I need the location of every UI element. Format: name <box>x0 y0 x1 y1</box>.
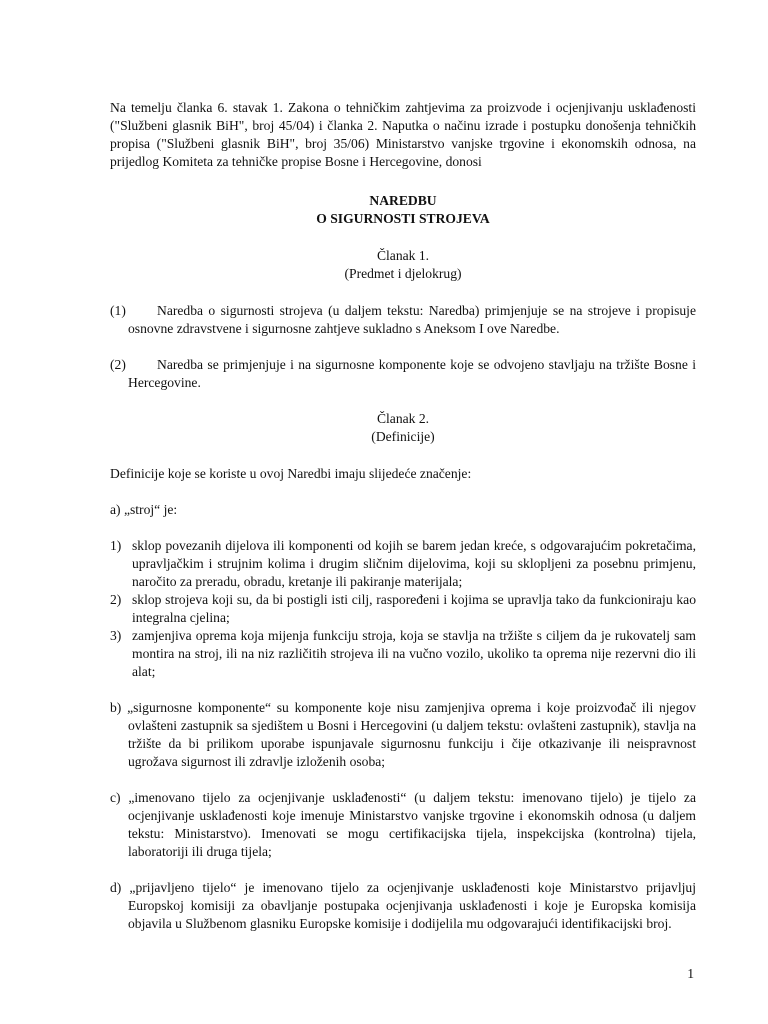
list-item-number: 3) <box>110 628 122 643</box>
list-item <box>110 627 696 681</box>
definition-a-list <box>110 537 696 681</box>
definitions-intro: Definicije koje se koriste u ovoj Naredbi imaju slijedeće značenje: <box>110 466 472 481</box>
article-1-paragraph-2 <box>110 356 696 392</box>
paragraph-number: (2) <box>110 357 126 372</box>
list-item-text: sklop povezanih dijelova ili komponenti od kojih se barem jedan kreće, s odgovarajućim pokretačima, upravljačkim i strujnim kolima i drugim sličnim dijelovima, koji su sklopljeni za posebnu primjenu, naročito za preradu, obradu, kretanje ili pakiranje materijala; <box>132 538 696 589</box>
paragraph-text: Naredba se primjenjuje i na sigurnosne komponente koje se odvojeno stavljaju na tržište Bosne i Hercegovine. <box>128 357 696 390</box>
paragraph-number: (1) <box>110 303 126 318</box>
title-line-1: NAREDBU <box>369 193 437 208</box>
article-1-heading <box>110 247 696 283</box>
list-item-number: 1) <box>110 538 122 553</box>
definition-c: c) „imenovano tijelo za ocjenjivanje usklađenosti“ (u daljem tekstu: imenovano tijelo) je tijelo za ocjenjivanje usklađenosti koje imenuje Ministarstvo vanjske trgovine i ekonomskih odnosa (u daljem tekstu: Ministarstvo). Imenovati se mogu certifikacijska tijela, inspekcijska (kontrolna) tijela, laboratoriji ili druga tijela; <box>110 790 696 859</box>
definition-d: d) „prijavljeno tijelo“ je imenovano tijelo za ocjenjivanje usklađenosti koje Ministarstvo prijavljuj Europskoj komisiji za obavljanje postupaka ocjenjivanja usklađenosti i koje je Europska komisija objavila u Službenom glasniku Europske komisije i dodijelila mu odgovarajući identifikacijski broj. <box>110 880 696 931</box>
definition-b: b) „sigurnosne komponente“ su komponente koje nisu zamjenjiva oprema i koje proizvođač ili njegov ovlašteni zastupnik sa sjedištem u Bosni i Hercegovini (u daljem tekstu: ovlašteni zastupnik), stavlja na tržište da bi prilikom uporabe ispunjavale sigurnosnu funkciju i čije otkazivanje ili neispravnost ugrožava sigurnost ili zdravlje izloženih osoba; <box>110 700 696 769</box>
list-item <box>110 537 696 591</box>
list-item <box>110 591 696 627</box>
list-item-number: 2) <box>110 592 122 607</box>
article-2-heading <box>110 410 696 446</box>
definition-a-heading: a) „stroj“ je: <box>110 502 178 517</box>
list-item-text: zamjenjiva oprema koja mijenja funkciju stroja, koja se stavlja na tržište s ciljem da je rukovatelj sam montira na stroj, ili na niz različitih strojeva ili na vučno vozilo, ukoliko ta oprema nije rezervni dio ili alat; <box>132 628 696 679</box>
article-1-paragraph-1 <box>110 302 696 338</box>
article-1-subject: (Predmet i djelokrug) <box>344 266 462 281</box>
article-2-subject: (Definicije) <box>371 429 435 444</box>
page-number: 1 <box>687 966 694 981</box>
document-title <box>110 192 696 228</box>
list-item-text: sklop strojeva koji su, da bi postigli isti cilj, raspoređeni i kojima se upravlja tako da funkcioniraju kao integralna cjelina; <box>132 592 696 625</box>
article-1-number: Članak 1. <box>376 248 430 263</box>
preamble: Na temelju članka 6. stavak 1. Zakona o tehničkim zahtjevima za proizvode i ocjenjivanju usklađenosti ("Službeni glasnik BiH", broj 45/04) i članka 2. Naputka o načinu izrade i postupku donošenja tehničkih propisa ("Službeni glasnik BiH", broj 35/06) Ministarstvo vanjske trgovine i ekonomskih odnosa, na prijedlog Komiteta za tehničke propise Bosne i Hercegovine, donosi <box>110 100 696 169</box>
paragraph-text: Naredba o sigurnosti strojeva (u daljem tekstu: Naredba) primjenjuje se na strojeve i propisuje osnovne zdravstvene i sigurnosne zahtjeve sukladno s Aneksom I ove Naredbe. <box>128 303 696 336</box>
title-line-2: O SIGURNOSTI STROJEVA <box>316 211 490 226</box>
article-2-number: Članak 2. <box>376 411 430 426</box>
